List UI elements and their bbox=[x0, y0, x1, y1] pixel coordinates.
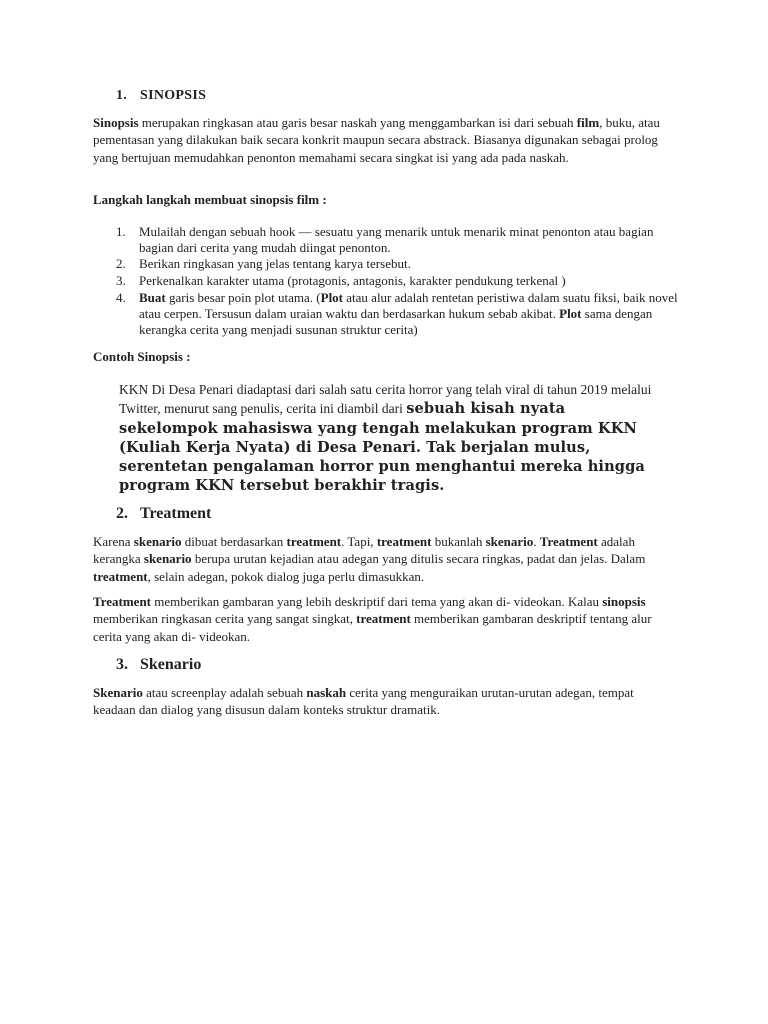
term-sinopsis: Sinopsis bbox=[93, 115, 139, 130]
list-bold: Buat bbox=[139, 290, 166, 306]
list-bold: Plot bbox=[559, 305, 582, 321]
example-title: Contoh Sinopsis : bbox=[93, 349, 191, 364]
section-number: 3. bbox=[116, 656, 128, 673]
text: memberikan gambaran deskriptif tentang alur cerita yang akan di- videokan. bbox=[93, 611, 652, 644]
list-item bbox=[93, 290, 683, 337]
treatment-paragraph-1 bbox=[93, 533, 673, 585]
section-number: 1. bbox=[116, 88, 128, 103]
bold-term: skenario bbox=[485, 534, 534, 549]
list-item-text: sama dengan kerangka cerita yang menjadi susunan struktur cerita) bbox=[139, 305, 653, 337]
text: bukanlah bbox=[431, 534, 486, 549]
text: Karena bbox=[93, 534, 134, 549]
section-heading-skenario bbox=[116, 656, 201, 674]
term-film: film bbox=[576, 115, 600, 130]
text: , selain adegan, pokok dialog juga perlu dimasukkan. bbox=[147, 568, 425, 584]
bold-term: Treatment bbox=[93, 594, 151, 609]
list-number: 3. bbox=[116, 273, 126, 289]
list-item bbox=[93, 224, 683, 255]
list-item-text: atau alur adalah rentetan peristiwa dalam suatu fiksi, baik novel atau cerpen. Tersusun dalam uraian waktu dan berdasarkan hukum sebab akibat. bbox=[139, 290, 678, 321]
bold-term: sinopsis bbox=[602, 594, 646, 609]
section-heading-treatment bbox=[116, 505, 211, 523]
bold-term: Treatment bbox=[539, 534, 598, 549]
bold-term: naskah bbox=[306, 685, 347, 700]
text: . Tapi, bbox=[341, 534, 377, 549]
bold-term: treatment bbox=[286, 534, 342, 549]
steps-title: Langkah langkah membuat sinopsis film : bbox=[93, 192, 327, 207]
section-heading-sinopsis bbox=[116, 88, 206, 104]
bold-term: treatment bbox=[356, 611, 411, 627]
section-title: Skenario bbox=[140, 656, 202, 673]
list-bold: Plot bbox=[320, 290, 344, 306]
sinopsis-definition bbox=[93, 114, 673, 166]
section-title: Treatment bbox=[140, 505, 212, 522]
text: berupa urutan kejadian atau adegan yang ditulis secara ringkas, padat dan jelas. Dalam bbox=[191, 551, 646, 567]
text: memberikan gambaran yang lebih deskriptif dari tema yang akan di- videokan. Kalau bbox=[151, 594, 603, 609]
bold-term: skenario bbox=[133, 534, 182, 549]
list-number: 4. bbox=[116, 290, 126, 306]
list-item bbox=[93, 273, 683, 289]
section-title: SINOPSIS bbox=[140, 88, 207, 103]
bold-term: treatment bbox=[376, 534, 432, 549]
text: adalah kerangka bbox=[93, 534, 635, 567]
list-number: 1. bbox=[116, 224, 126, 239]
example-synopsis bbox=[119, 380, 659, 496]
treatment-paragraph-2 bbox=[93, 593, 673, 645]
text: dibuat berdasarkan bbox=[181, 534, 287, 549]
bold-term: treatment bbox=[93, 568, 148, 584]
definition-text: , buku, atau pementasan yang dilakukan baik secara konkrit maupun secara abstrack. Biasanya digunakan sebagai prolog yang bertujuan memudahkan penonton memahami secara singkat isi yang ada pada naskah. bbox=[93, 115, 660, 165]
text: cerita yang menguraikan urutan-urutan adegan, tempat keadaan dan dialog yang disusun dalam konteks struktur dramatik. bbox=[93, 685, 634, 718]
list-number: 2. bbox=[116, 256, 126, 272]
text: . bbox=[533, 534, 540, 549]
list-item-text: Mulailah dengan sebuah hook — sesuatu yang menarik untuk menarik minat penonton atau bagian bagian dari cerita yang mudah diingat penonton. bbox=[139, 224, 654, 255]
list-item-text: Berikan ringkasan yang jelas tentang karya tersebut. bbox=[139, 256, 411, 272]
text: atau screenplay adalah sebuah bbox=[142, 685, 307, 700]
example-plain-text: KKN Di Desa Penari diadaptasi dari salah satu cerita horror yang telah viral di tahun 2019 melalui Twitter, menurut sang penulis, cerita ini diambil dari bbox=[119, 382, 652, 417]
list-item-text: Perkenalkan karakter utama (protagonis, antagonis, karakter pendukung terkenal ) bbox=[139, 273, 566, 289]
steps-list bbox=[93, 224, 683, 339]
list-item-text: garis besar poin plot utama. ( bbox=[165, 290, 321, 306]
bold-term: Skenario bbox=[93, 685, 143, 700]
text: memberikan ringkasan cerita yang sangat singkat, bbox=[93, 611, 357, 627]
example-bold-text: sebuah kisah nyata sekelompok mahasiswa yang tengah melakukan program KKN (Kuliah Kerja Nyata) di Desa Penari. Tak berjalan mulus, serentetan pengalaman horror pun menghantui mereka hingga program KKN tersebut berakhir tragis. bbox=[119, 400, 645, 495]
list-item bbox=[93, 256, 683, 272]
definition-text: merupakan ringkasan atau garis besar naskah yang menggambarkan isi dari sebuah bbox=[138, 115, 577, 130]
section-number: 2. bbox=[116, 505, 128, 522]
bold-term: skenario bbox=[143, 551, 192, 567]
skenario-paragraph bbox=[93, 684, 673, 719]
